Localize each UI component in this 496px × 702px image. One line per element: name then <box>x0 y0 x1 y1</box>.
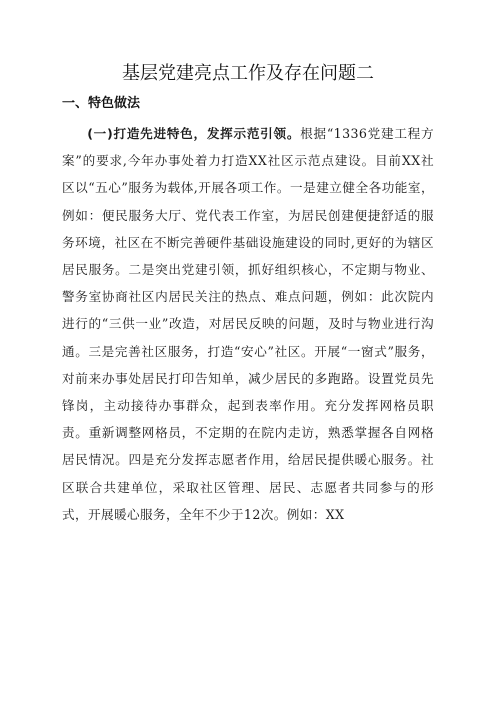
paragraph-body: 根据“1336党建工程方案”的要求,今年办事处着力打造XX社区示范点建设。目前XX社区以“五心”服务为载体,开展各项工作。一是建立健全各功能室，例如：便民服务大厅、党代表工作室，为居民创建便捷舒适的服务环境，社区在不断完善硬件基础设施建设的同时,更好的为辖区居民服务。二是突出党建引领，抓好组织核心，不定期与物业、警务室协商社区内居民关注的热点、难点问题，例如：此次院内进行的“三供一业”改造，对居民反映的问题，及时与物业进行沟通。三是完善社区服务，打造“安心”社区。开展“一窗式”服务，对前来办事处居民打印告知单，减少居民的多跑路。设置党员先锋岗，主动接待办事群众，起到表率作用。充分发挥网格员职责。重新调整网格员，不定期的在院内走访，熟悉掌握各自网格居民情况。四是充分发挥志愿者作用，给居民提供暖心服务。社区联合共建单位，采取社区管理、居民、志愿者共同参与的形式，开展暖心服务，全年不少于12次。例如：XX <box>62 126 434 522</box>
body-paragraph <box>62 120 434 528</box>
paragraph-lead: (一)打造先进特色，发挥示范引领。 <box>87 126 301 141</box>
page-title: 基层党建亮点工作及存在问题二 <box>122 63 374 84</box>
section-heading: 一、特色做法 <box>62 96 141 111</box>
